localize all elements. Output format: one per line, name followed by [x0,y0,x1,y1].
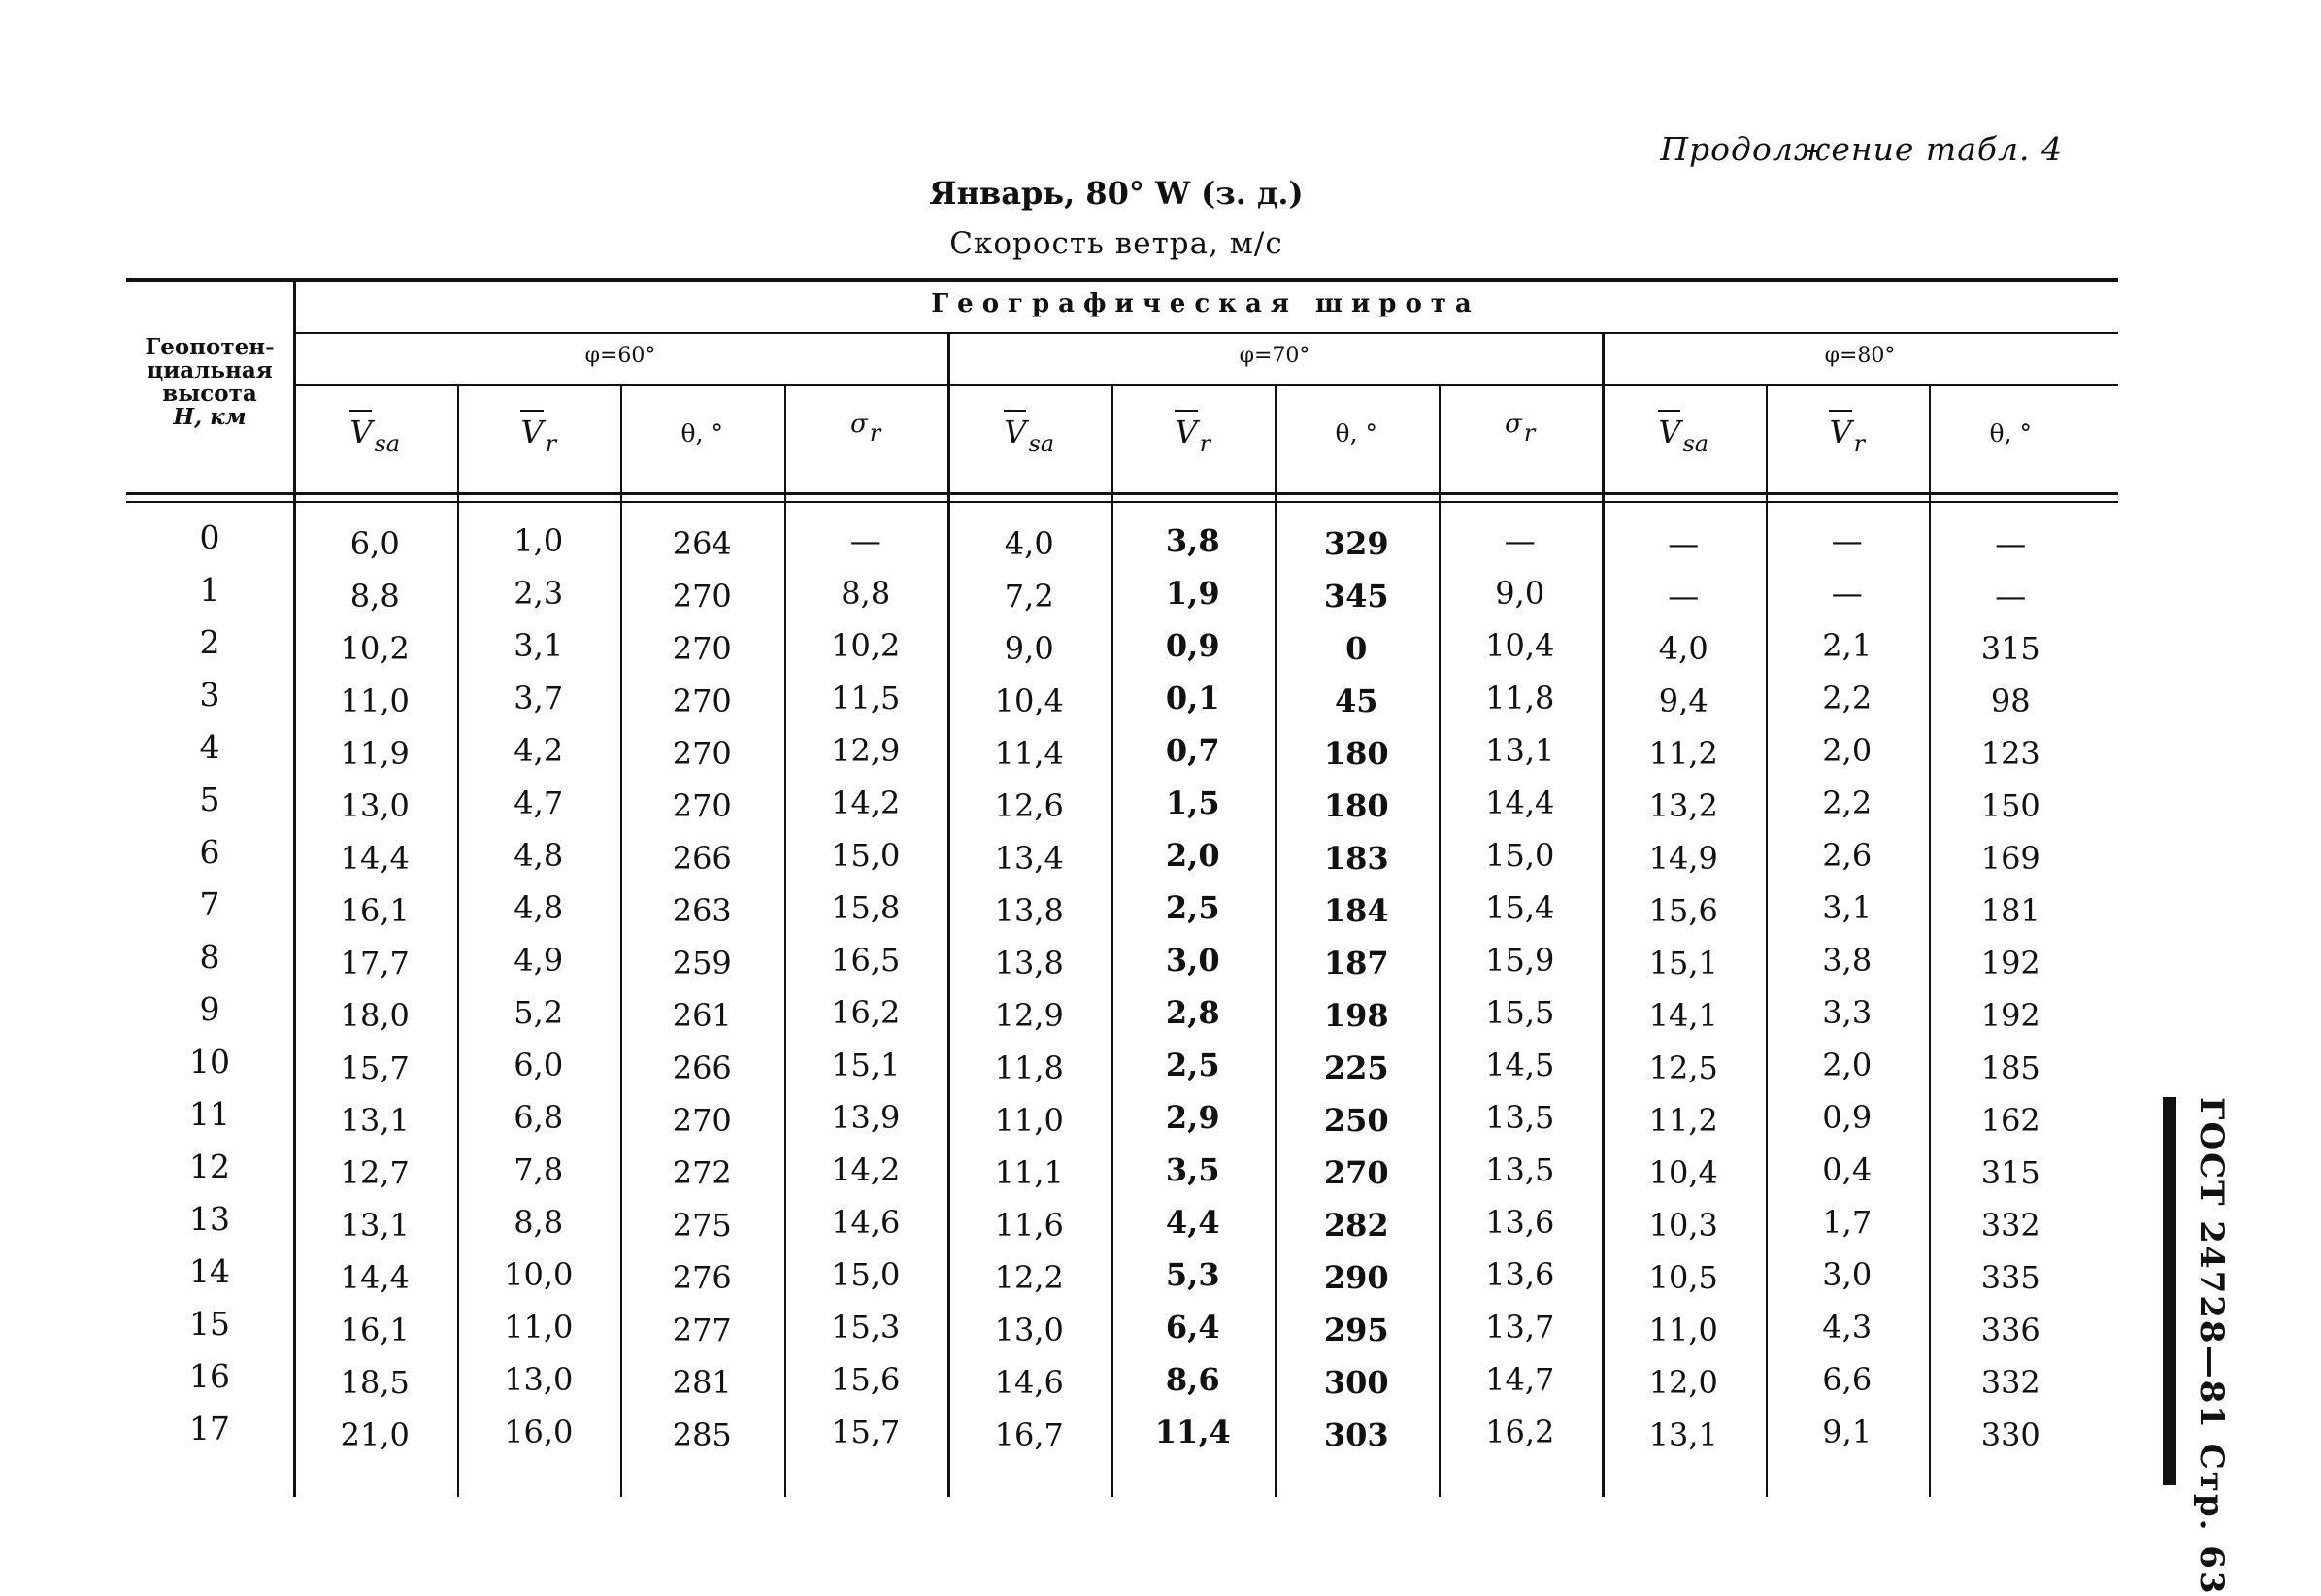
table-cell: 276 [672,1259,732,1296]
table-cell: 5,2 [514,994,564,1031]
table-cell: 6,0 [349,525,400,562]
height-cell: 7 [199,885,220,923]
table-cell: 0,9 [1165,627,1220,664]
table-cell: 332 [1980,1207,2040,1244]
continuation-note: Продолжение табл. 4 [1660,130,2063,168]
table-cell: 285 [672,1416,732,1453]
table-cell: 270 [672,1102,732,1139]
table-cell: 1,9 [1165,575,1220,612]
table-cell: 14,5 [1485,1047,1555,1083]
table-cell: 187 [1323,945,1389,981]
rule-header-bottom-2 [126,501,2118,503]
table-cell: 16,7 [994,1416,1064,1453]
column-symbol: σ [850,410,868,439]
table-cell: 4,2 [514,732,564,769]
column-symbol: V [349,410,372,450]
table-cell: 8,6 [1165,1361,1220,1398]
column-subscript: sa [1682,430,1709,457]
table-cell: 13,1 [340,1207,410,1244]
table-cell: 150 [1980,787,2040,824]
table-cell: — [1995,525,2027,562]
table-cell: 3,0 [1165,942,1220,979]
table-cell: 11,0 [994,1102,1064,1139]
table-cell: 11,5 [831,680,901,716]
table-cell: 14,1 [1648,997,1718,1034]
table-cell: 282 [1323,1207,1389,1244]
column-header [293,410,457,457]
table-cell: 2,2 [1822,784,1873,821]
table-cell: 3,8 [1822,942,1873,979]
table-cell: 15,0 [831,1256,901,1293]
rule-vertical-group [947,332,950,1497]
height-cell: 11 [189,1095,230,1133]
table-cell: 2,3 [514,575,564,612]
table-cell: 2,0 [1822,732,1873,769]
table-cell: 4,0 [1004,525,1054,562]
height-cell: 13 [189,1200,230,1238]
table-cell: 15,7 [831,1413,901,1450]
table-cell: 3,0 [1822,1256,1873,1293]
rule-under-group [293,332,2118,334]
rule-vertical-group [1602,332,1605,1497]
table-cell: 18,5 [340,1364,410,1401]
rule-vertical-column [620,386,622,1497]
table-cell: 2,9 [1165,1099,1220,1136]
table-cell: 335 [1980,1259,2040,1296]
table-cell: 2,0 [1165,837,1220,874]
table-cell: 16,2 [831,994,901,1031]
table-cell: 14,9 [1648,840,1718,877]
row-header-line-4: H, км [173,404,247,430]
table-cell: 4,3 [1822,1309,1873,1346]
table-cell: 250 [1323,1102,1389,1139]
table-cell: 192 [1980,997,2040,1034]
table-cell: 13,8 [994,945,1064,981]
table-cell: 0,9 [1822,1099,1873,1136]
latitude-60: φ=60° [584,344,656,368]
table-cell: 13,6 [1485,1204,1555,1241]
table-cell: 4,7 [514,784,564,821]
table-cell: — [1504,522,1536,559]
table-cell: 15,4 [1485,889,1555,926]
rule-vertical-column [1929,386,1931,1497]
table-cell: 2,1 [1822,627,1873,664]
table-cell: 17,7 [340,945,410,981]
table-cell: 9,4 [1658,682,1708,719]
rule-vertical-column [457,386,459,1497]
table-cell: 0 [1345,630,1368,667]
height-cell: 17 [189,1410,230,1447]
height-cell: 2 [199,623,220,661]
table-cell: 270 [672,735,732,772]
table-cell: 11,0 [1648,1312,1718,1348]
table-cell: 12,5 [1648,1049,1718,1086]
column-header [1111,410,1276,457]
table-cell: 4,8 [514,889,564,926]
table-cell: 259 [672,945,732,981]
table-cell: 12,7 [340,1154,410,1191]
table-cell: 13,0 [504,1361,574,1398]
table-cell: 261 [672,997,732,1034]
table-cell: 14,2 [831,1151,901,1188]
table-cell: 3,5 [1165,1151,1220,1188]
height-cell: 9 [199,990,220,1028]
table-cell: 11,8 [1485,680,1555,716]
table-cell: 13,5 [1485,1151,1555,1188]
table-cell: 270 [672,630,732,667]
rule-vertical-column [1275,386,1277,1497]
table-cell: 2,5 [1165,889,1220,926]
table-cell: 45 [1334,682,1378,719]
table-cell: 5,3 [1165,1256,1220,1293]
table-cell: 336 [1980,1312,2040,1348]
rule-vertical-column [784,386,786,1497]
latitude-70: φ=70° [1239,344,1310,368]
table-cell: 7,2 [1004,578,1054,615]
table-cell: 15,1 [831,1047,901,1083]
height-cell: 4 [199,728,220,766]
table-cell: 15,6 [831,1361,901,1398]
height-cell: 0 [199,518,220,556]
group-header: Географическая широта [931,289,1480,318]
table-cell: 3,3 [1822,994,1873,1031]
column-subscript: r [1853,430,1866,457]
table-cell: 15,3 [831,1309,901,1346]
table-cell: 264 [672,525,732,562]
table-cell: 10,2 [340,630,410,667]
table-cell: 332 [1980,1364,2040,1401]
rule-under-latitude [293,384,2118,386]
table-cell: 270 [672,787,732,824]
column-symbol: σ [1505,410,1522,439]
table-cell: 10,4 [1648,1154,1718,1191]
table-cell: 183 [1323,840,1389,877]
table-cell: 4,0 [1658,630,1708,667]
table-cell: 11,6 [994,1207,1064,1244]
table-cell: 10,4 [994,682,1064,719]
table-cell: 12,6 [994,787,1064,824]
height-cell: 5 [199,781,220,818]
table-cell: 3,7 [514,680,564,716]
table-cell: 225 [1323,1049,1389,1086]
table-cell: 180 [1323,735,1389,772]
table-cell: 315 [1980,630,2040,667]
table-cell: 3,1 [514,627,564,664]
column-subscript: r [869,419,881,447]
table-cell: 0,1 [1165,680,1220,716]
column-header [1766,410,1930,457]
row-header-line-3: высота [162,381,257,407]
table-cell: 15,5 [1485,994,1555,1031]
column-header [1439,410,1603,447]
table-cell: 1,7 [1822,1204,1873,1241]
height-cell: 16 [189,1357,230,1395]
table-cell: 15,0 [1485,837,1555,874]
table-cell: 15,1 [1648,945,1718,981]
table-cell: 11,1 [994,1154,1064,1191]
table-cell: 11,9 [340,735,410,772]
table-cell: 10,5 [1648,1259,1718,1296]
table-cell: 15,7 [340,1049,410,1086]
table-cell: 13,0 [994,1312,1064,1348]
column-header [947,410,1111,457]
height-cell: 10 [189,1043,230,1081]
table-cell: 281 [672,1364,732,1401]
table-cell: 13,2 [1648,787,1718,824]
table-cell: — [1995,578,2027,615]
table-cell: 123 [1980,735,2040,772]
table-cell: 270 [1323,1154,1389,1191]
table-cell: 14,2 [831,784,901,821]
table-cell: 330 [1980,1416,2040,1453]
table-cell: 11,8 [994,1049,1064,1086]
table-cell: 169 [1980,840,2040,877]
table-cell: 0,7 [1165,732,1220,769]
table-cell: 10,4 [1485,627,1555,664]
table-cell: 10,3 [1648,1207,1718,1244]
table-cell: 2,8 [1165,994,1220,1031]
table-cell: 180 [1323,787,1389,824]
table-cell: 300 [1323,1364,1389,1401]
table-cell: 4,9 [514,942,564,979]
rule-vertical-first [293,280,296,1497]
rule-header-bottom-1 [126,492,2118,495]
table-cell: 15,8 [831,889,901,926]
latitude-80: φ=80° [1824,344,1896,368]
table-cell: 2,5 [1165,1047,1220,1083]
margin-bar [2163,1097,2176,1485]
table-cell: 6,6 [1822,1361,1873,1398]
table-cell: 10,2 [831,627,901,664]
table-cell: 1,5 [1165,784,1220,821]
table-cell: 184 [1323,892,1389,929]
table-cell: 345 [1323,578,1389,615]
table-cell: 329 [1323,525,1389,562]
table-cell: 13,1 [1648,1416,1718,1453]
table-cell: 8,8 [841,575,891,612]
table-cell: 270 [672,578,732,615]
table-cell: 303 [1323,1416,1389,1453]
table-cell: 13,9 [831,1099,901,1136]
rule-vertical-column [1766,386,1768,1497]
table-cell: 275 [672,1207,732,1244]
table-cell: 277 [672,1312,732,1348]
table-cell: 8,8 [514,1204,564,1241]
table-cell: 185 [1980,1049,2040,1086]
column-header [1929,419,2093,448]
table-cell: 15,9 [1485,942,1555,979]
table-cell: 12,2 [994,1259,1064,1296]
height-cell: 1 [199,571,220,609]
table-cell: 11,0 [340,682,410,719]
column-header [1602,410,1766,457]
table-cell: 16,2 [1485,1413,1555,1450]
column-symbol: V [1829,410,1851,450]
column-symbol: V [1004,410,1026,450]
table-cell: 162 [1980,1102,2040,1139]
table-cell: 6,8 [514,1099,564,1136]
table-cell: — [1668,525,1700,562]
table-cell: 98 [1990,682,2031,719]
table-cell: 15,6 [1648,892,1718,929]
table-cell: 16,5 [831,942,901,979]
column-subscript: sa [374,430,401,457]
table-cell: 7,8 [514,1151,564,1188]
table-cell: 2,6 [1822,837,1873,874]
height-cell: 6 [199,833,220,871]
row-header-line-1: Геопотен- [145,334,275,360]
column-symbol: V [1658,410,1680,450]
table-cell: 13,5 [1485,1099,1555,1136]
table-cell: 4,4 [1165,1204,1220,1241]
table-cell: 14,4 [340,1259,410,1296]
column-symbol: V [1175,410,1197,450]
table-cell: 9,1 [1822,1413,1873,1450]
table-cell: 1,0 [514,522,564,559]
column-header [620,419,784,448]
height-cell: 8 [199,938,220,976]
table-cell: 15,0 [831,837,901,874]
row-header-line-2: циальная [147,357,273,383]
side-label: ГОСТ 24728—81 Стр. 63 [2192,1097,2231,1596]
table-cell: 14,4 [340,840,410,877]
table-cell: 198 [1323,997,1389,1034]
rule-vertical-column [1439,386,1441,1497]
rule-top [126,278,2118,282]
column-subscript: sa [1028,430,1055,457]
page-subtitle: Скорость ветра, м/с [949,226,1283,261]
column-subscript: r [1199,430,1211,457]
table-cell: 272 [672,1154,732,1191]
table-cell: 266 [672,1049,732,1086]
table-cell: 192 [1980,945,2040,981]
table-cell: 270 [672,682,732,719]
table-cell: 263 [672,892,732,929]
table-cell: 6,4 [1165,1309,1220,1346]
table-cell: 295 [1323,1312,1389,1348]
table-cell: 9,0 [1004,630,1054,667]
table-cell: 9,0 [1495,575,1545,612]
table-cell: 2,0 [1822,1047,1873,1083]
table-cell: — [849,522,881,559]
table-cell: 10,0 [504,1256,574,1293]
table-cell: 16,1 [340,892,410,929]
column-subscript: r [1523,419,1536,447]
table-cell: 11,4 [994,735,1064,772]
table-cell: 16,1 [340,1312,410,1348]
table-cell: 13,1 [1485,732,1555,769]
table-cell: 6,0 [514,1047,564,1083]
table-cell: 4,8 [514,837,564,874]
table-cell: 18,0 [340,997,410,1034]
table-cell: 16,0 [504,1413,574,1450]
row-header [126,336,293,429]
table-cell: 13,0 [340,787,410,824]
table-cell: 21,0 [340,1416,410,1453]
column-subscript: r [545,430,557,457]
table-cell: 11,2 [1648,735,1718,772]
table-cell: 11,4 [1154,1413,1231,1450]
table-cell: 11,2 [1648,1102,1718,1139]
table-cell: 290 [1323,1259,1389,1296]
table-cell: 2,2 [1822,680,1873,716]
table-cell: 14,6 [994,1364,1064,1401]
table-cell: 181 [1980,892,2040,929]
table-cell: 14,6 [831,1204,901,1241]
table-cell: 315 [1980,1154,2040,1191]
table-cell: 0,4 [1822,1151,1873,1188]
table-cell: 13,1 [340,1102,410,1139]
height-cell: 12 [189,1147,230,1185]
table-cell: 3,1 [1822,889,1873,926]
rule-vertical-column [1111,386,1113,1497]
table-cell: 13,7 [1485,1309,1555,1346]
table-cell: 266 [672,840,732,877]
column-header [784,410,948,447]
column-header [457,410,621,457]
wind-speed-table [126,272,2118,1497]
column-symbol: V [520,410,543,450]
column-header [1275,419,1439,448]
table-cell: 13,4 [994,840,1064,877]
table-cell: 12,9 [831,732,901,769]
height-cell: 15 [189,1305,230,1343]
table-cell: 8,8 [349,578,400,615]
table-cell: 14,4 [1485,784,1555,821]
table-cell: 14,7 [1485,1361,1555,1398]
table-cell: 13,6 [1485,1256,1555,1293]
height-cell: 3 [199,676,220,714]
table-cell: 3,8 [1165,522,1220,559]
table-cell: 12,0 [1648,1364,1718,1401]
table-cell: 11,0 [504,1309,574,1346]
table-cell: 12,9 [994,997,1064,1034]
table-cell: — [1831,522,1863,559]
column-symbol: θ, ° [1989,419,2032,448]
page-title: Январь, 80° W (з. д.) [929,175,1304,212]
column-symbol: θ, ° [680,419,723,448]
table-cell: — [1831,575,1863,612]
table-cell: — [1668,578,1700,615]
table-cell: 13,8 [994,892,1064,929]
column-symbol: θ, ° [1335,419,1377,448]
height-cell: 14 [189,1252,230,1290]
